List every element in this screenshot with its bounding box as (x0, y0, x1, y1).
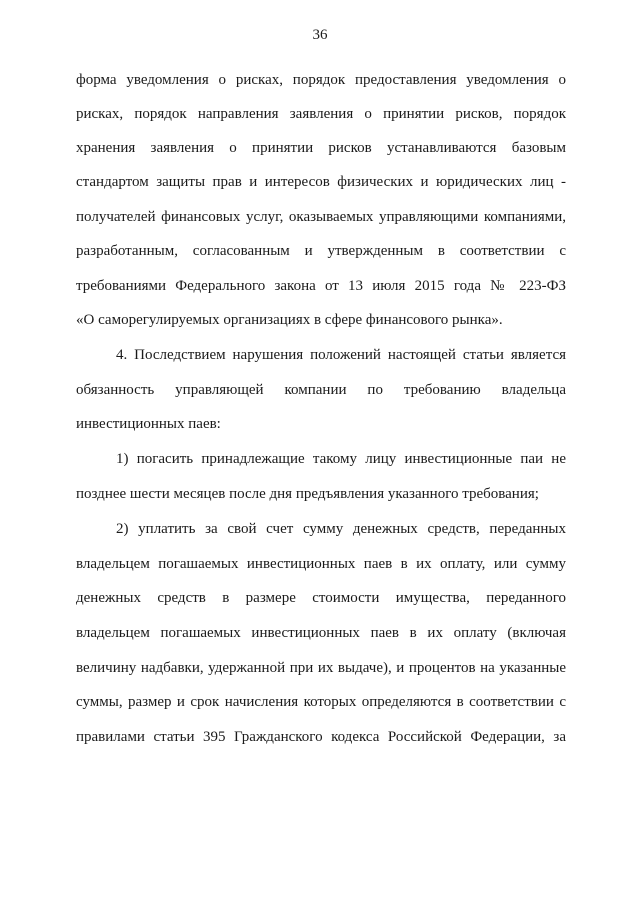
text-line: обязанность управляющей компании по требованию владельца (76, 382, 566, 398)
text-line: 4. Последствием нарушения положений настоящей статьи является (116, 347, 566, 363)
text-line: правилами статьи 395 Гражданского кодекса Российской Федерации, за (76, 729, 566, 745)
text-line: инвестиционных паев: (76, 416, 221, 432)
text-line: форма уведомления о рисках, порядок предоставления уведомления о (76, 72, 566, 88)
text-line: разработанным, согласованным и утвержденным в соответствии с (76, 243, 566, 259)
text-line: стандартом защиты прав и интересов физических и юридических лиц - (76, 174, 566, 190)
text-line: владельцем погашаемых инвестиционных паев в их оплату (включая (76, 625, 566, 641)
text-line: 1) погасить принадлежащие такому лицу инвестиционные паи не (116, 451, 566, 467)
text-line: суммы, размер и срок начисления которых определяются в соответствии с (76, 694, 566, 710)
text-line: владельцем погашаемых инвестиционных паев в их оплату, или сумму (76, 556, 566, 572)
text-line: величину надбавки, удержанной при их выдаче), и процентов на указанные (76, 660, 566, 676)
page-number: 36 (312, 27, 328, 43)
text-line: рисках, порядок направления заявления о принятии рисков, порядок (76, 106, 566, 122)
text-line: 2) уплатить за свой счет сумму денежных средств, переданных (116, 521, 566, 537)
text-line: получателей финансовых услуг, оказываемых управляющими компаниями, (76, 209, 566, 225)
text-line: денежных средств в размере стоимости имущества, переданного (76, 590, 566, 606)
text-line: требованиями Федерального закона от 13 июля 2015 года № 223-ФЗ (76, 278, 566, 294)
text-line: хранения заявления о принятии рисков устанавливаются базовым (76, 140, 566, 156)
text-line: позднее шести месяцев после дня предъявления указанного требования; (76, 486, 539, 502)
text-line: «О саморегулируемых организациях в сфере финансового рынка». (76, 312, 503, 328)
